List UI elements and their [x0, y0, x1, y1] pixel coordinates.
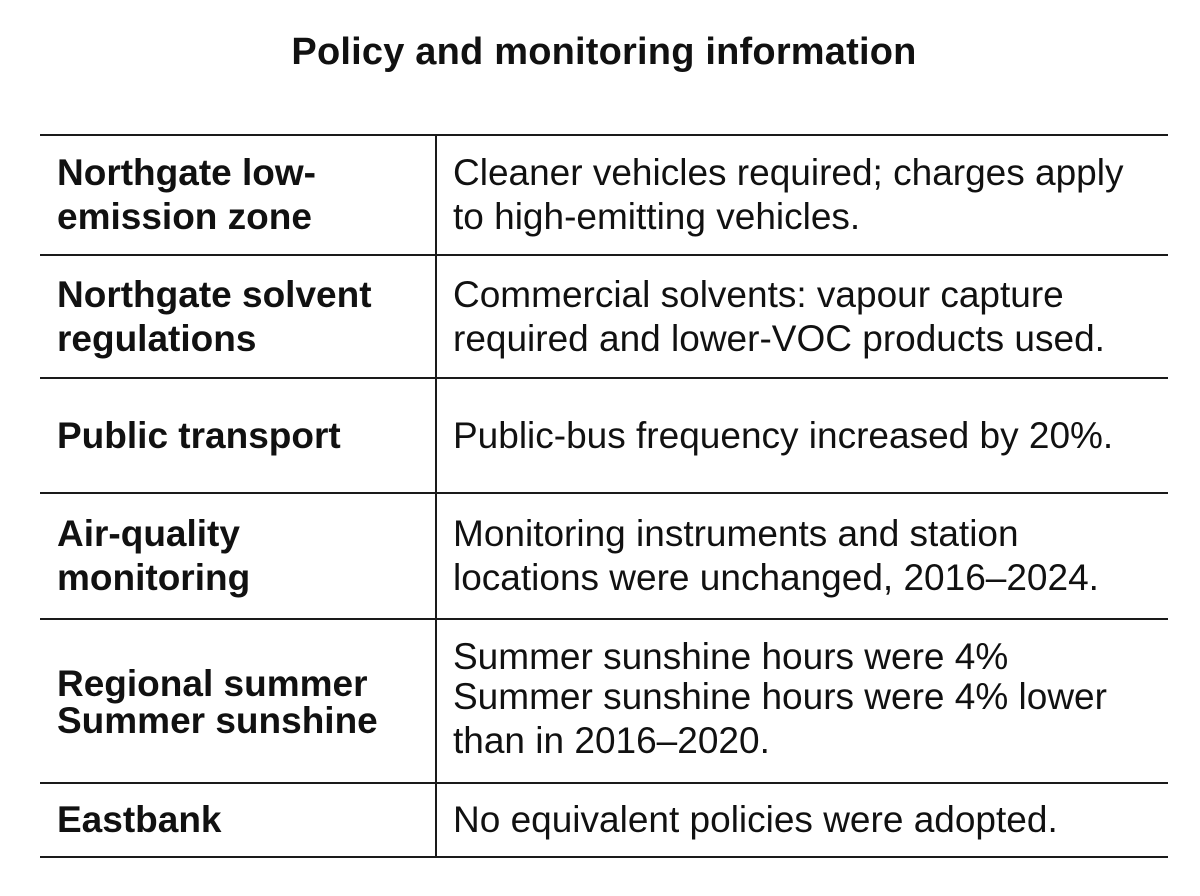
row-label-line: Regional summer — [57, 663, 368, 704]
row-description — [437, 256, 1168, 377]
row-label-text: Air-quality monitoring — [57, 513, 251, 598]
row-label-text: Eastbank — [57, 799, 222, 840]
row-label — [40, 620, 437, 782]
row-label — [40, 136, 437, 254]
row-description-line: Summer sunshine hours were 4% lower than in 2016–2020. — [453, 676, 1107, 761]
table-row — [40, 494, 1168, 620]
row-label-text: Northgate low-emission zone — [57, 152, 316, 237]
row-description-text: Commercial solvents: vapour capture required and lower-VOC products used. — [453, 273, 1105, 359]
row-description-text: Public-bus frequency increased by 20%. — [453, 414, 1114, 456]
row-description — [437, 784, 1168, 856]
row-description — [437, 379, 1168, 492]
row-label — [40, 494, 437, 618]
row-description — [437, 494, 1168, 618]
row-description-text: Cleaner vehicles required; charges apply to high-emitting vehicles. — [453, 152, 1124, 237]
page-title: Policy and monitoring information — [291, 31, 917, 73]
policy-table — [40, 134, 1168, 858]
row-description-line: Summer sunshine hours were 4% — [453, 636, 1009, 677]
row-description — [437, 136, 1168, 254]
row-label — [40, 256, 437, 377]
row-label — [40, 379, 437, 492]
row-description-text: No equivalent policies were adopted. — [453, 799, 1058, 840]
row-label-line: Summer sunshine — [57, 700, 378, 741]
row-label-text: Northgate solvent regulations — [57, 273, 372, 359]
row-label-text: Public transport — [57, 414, 341, 456]
table-row — [40, 256, 1168, 379]
row-description-text: Monitoring instruments and station locations were unchanged, 2016–2024. — [453, 513, 1099, 598]
table-row — [40, 379, 1168, 494]
row-label — [40, 784, 437, 856]
table-row — [40, 136, 1168, 256]
row-description — [437, 620, 1168, 782]
table-row — [40, 784, 1168, 858]
table-row — [40, 620, 1168, 784]
